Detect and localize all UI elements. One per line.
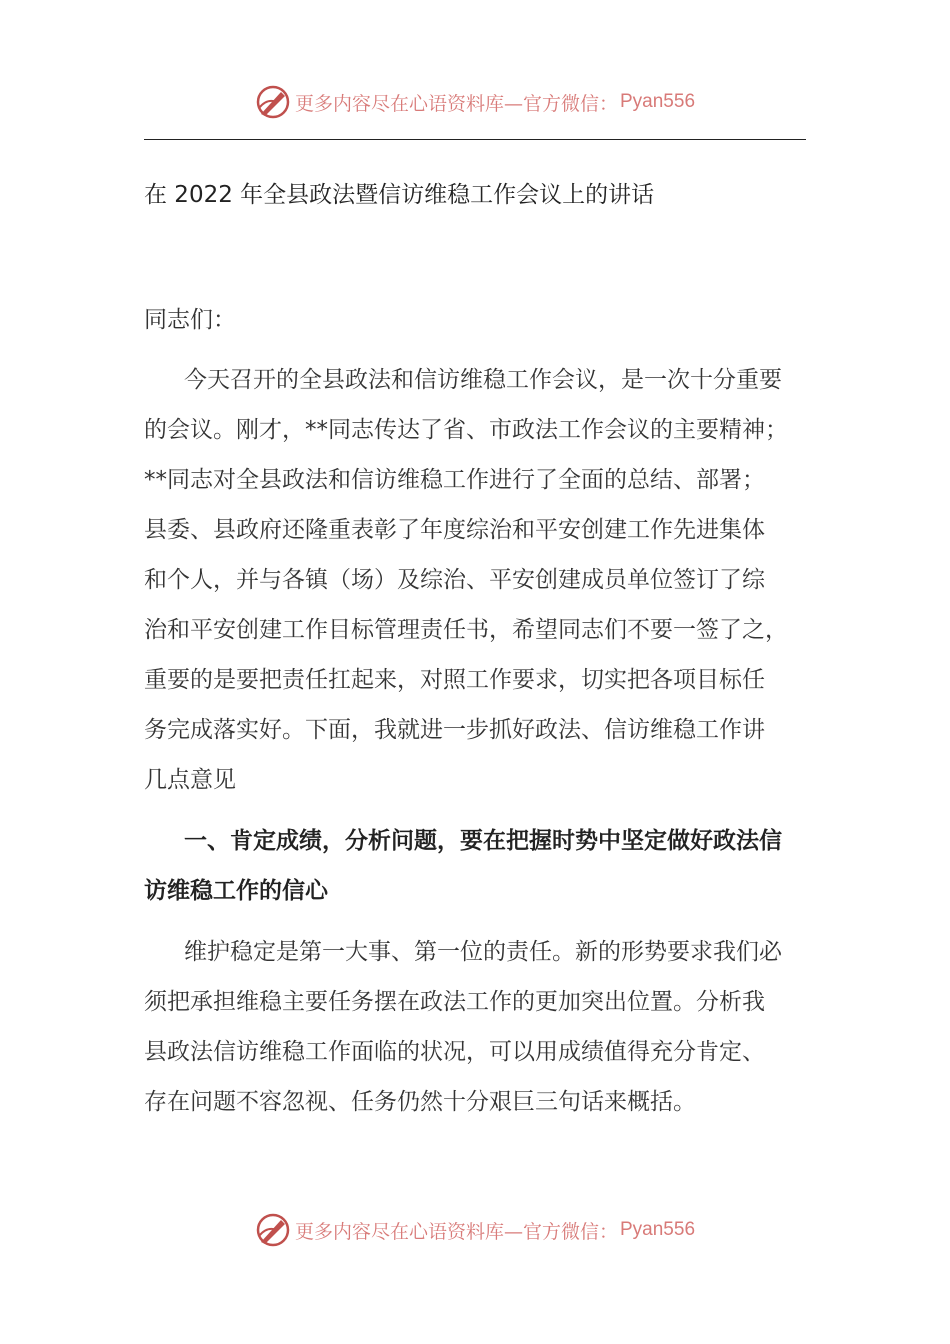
section-heading: 一、肯定成绩，分析问题，要在把握时势中坚定做好政法信	[184, 828, 782, 854]
paragraph-line: 存在问题不容忽视、任务仍然十分艰巨三句话来概括。	[144, 1089, 696, 1115]
header-banner	[0, 82, 950, 122]
paragraph-line: 须把承担维稳主要任务摆在政法工作的更加突出位置。分析我	[144, 989, 765, 1015]
paragraph-line: 治和平安创建工作目标管理责任书，希望同志们不要一签了之，	[144, 617, 788, 643]
footer-banner	[0, 1210, 950, 1250]
banner-wechat-id: Pyan556	[620, 91, 696, 112]
paragraph-line: 重要的是要把责任扛起来，对照工作要求，切实把各项目标任	[144, 667, 765, 693]
paragraph-line: 县政法信访维稳工作面临的状况，可以用成绩值得充分肯定、	[144, 1039, 765, 1065]
paragraph-line: **同志对全县政法和信访维稳工作进行了全面的总结、部署；	[144, 467, 765, 493]
pen-logo-icon	[255, 1212, 291, 1248]
paragraph-line: 的会议。刚才，**同志传达了省、市政法工作会议的主要精神；	[144, 417, 788, 443]
header-rule	[144, 139, 806, 140]
paragraph-line: 务完成落实好。下面，我就进一步抓好政法、信访维稳工作讲	[144, 717, 765, 743]
document-title: 在 2022 年全县政法暨信访维稳工作会议上的讲话	[144, 182, 655, 208]
section-heading: 访维稳工作的信心	[144, 878, 328, 904]
banner-text: 更多内容尽在心语资料库—官方微信：	[294, 1220, 618, 1243]
paragraph-line: 县委、县政府还隆重表彰了年度综治和平安创建工作先进集体	[144, 517, 765, 543]
paragraph-line: 维护稳定是第一大事、第一位的责任。新的形势要求我们必	[184, 939, 782, 965]
salutation: 同志们：	[144, 307, 236, 333]
banner-text: 更多内容尽在心语资料库—官方微信：	[294, 92, 618, 115]
paragraph-line: 几点意见	[144, 767, 236, 793]
paragraph-line: 和个人，并与各镇（场）及综治、平安创建成员单位签订了综	[144, 567, 765, 593]
pen-logo-icon	[255, 84, 291, 120]
banner-wechat-id: Pyan556	[620, 1219, 696, 1240]
paragraph-line: 今天召开的全县政法和信访维稳工作会议，是一次十分重要	[184, 367, 782, 393]
